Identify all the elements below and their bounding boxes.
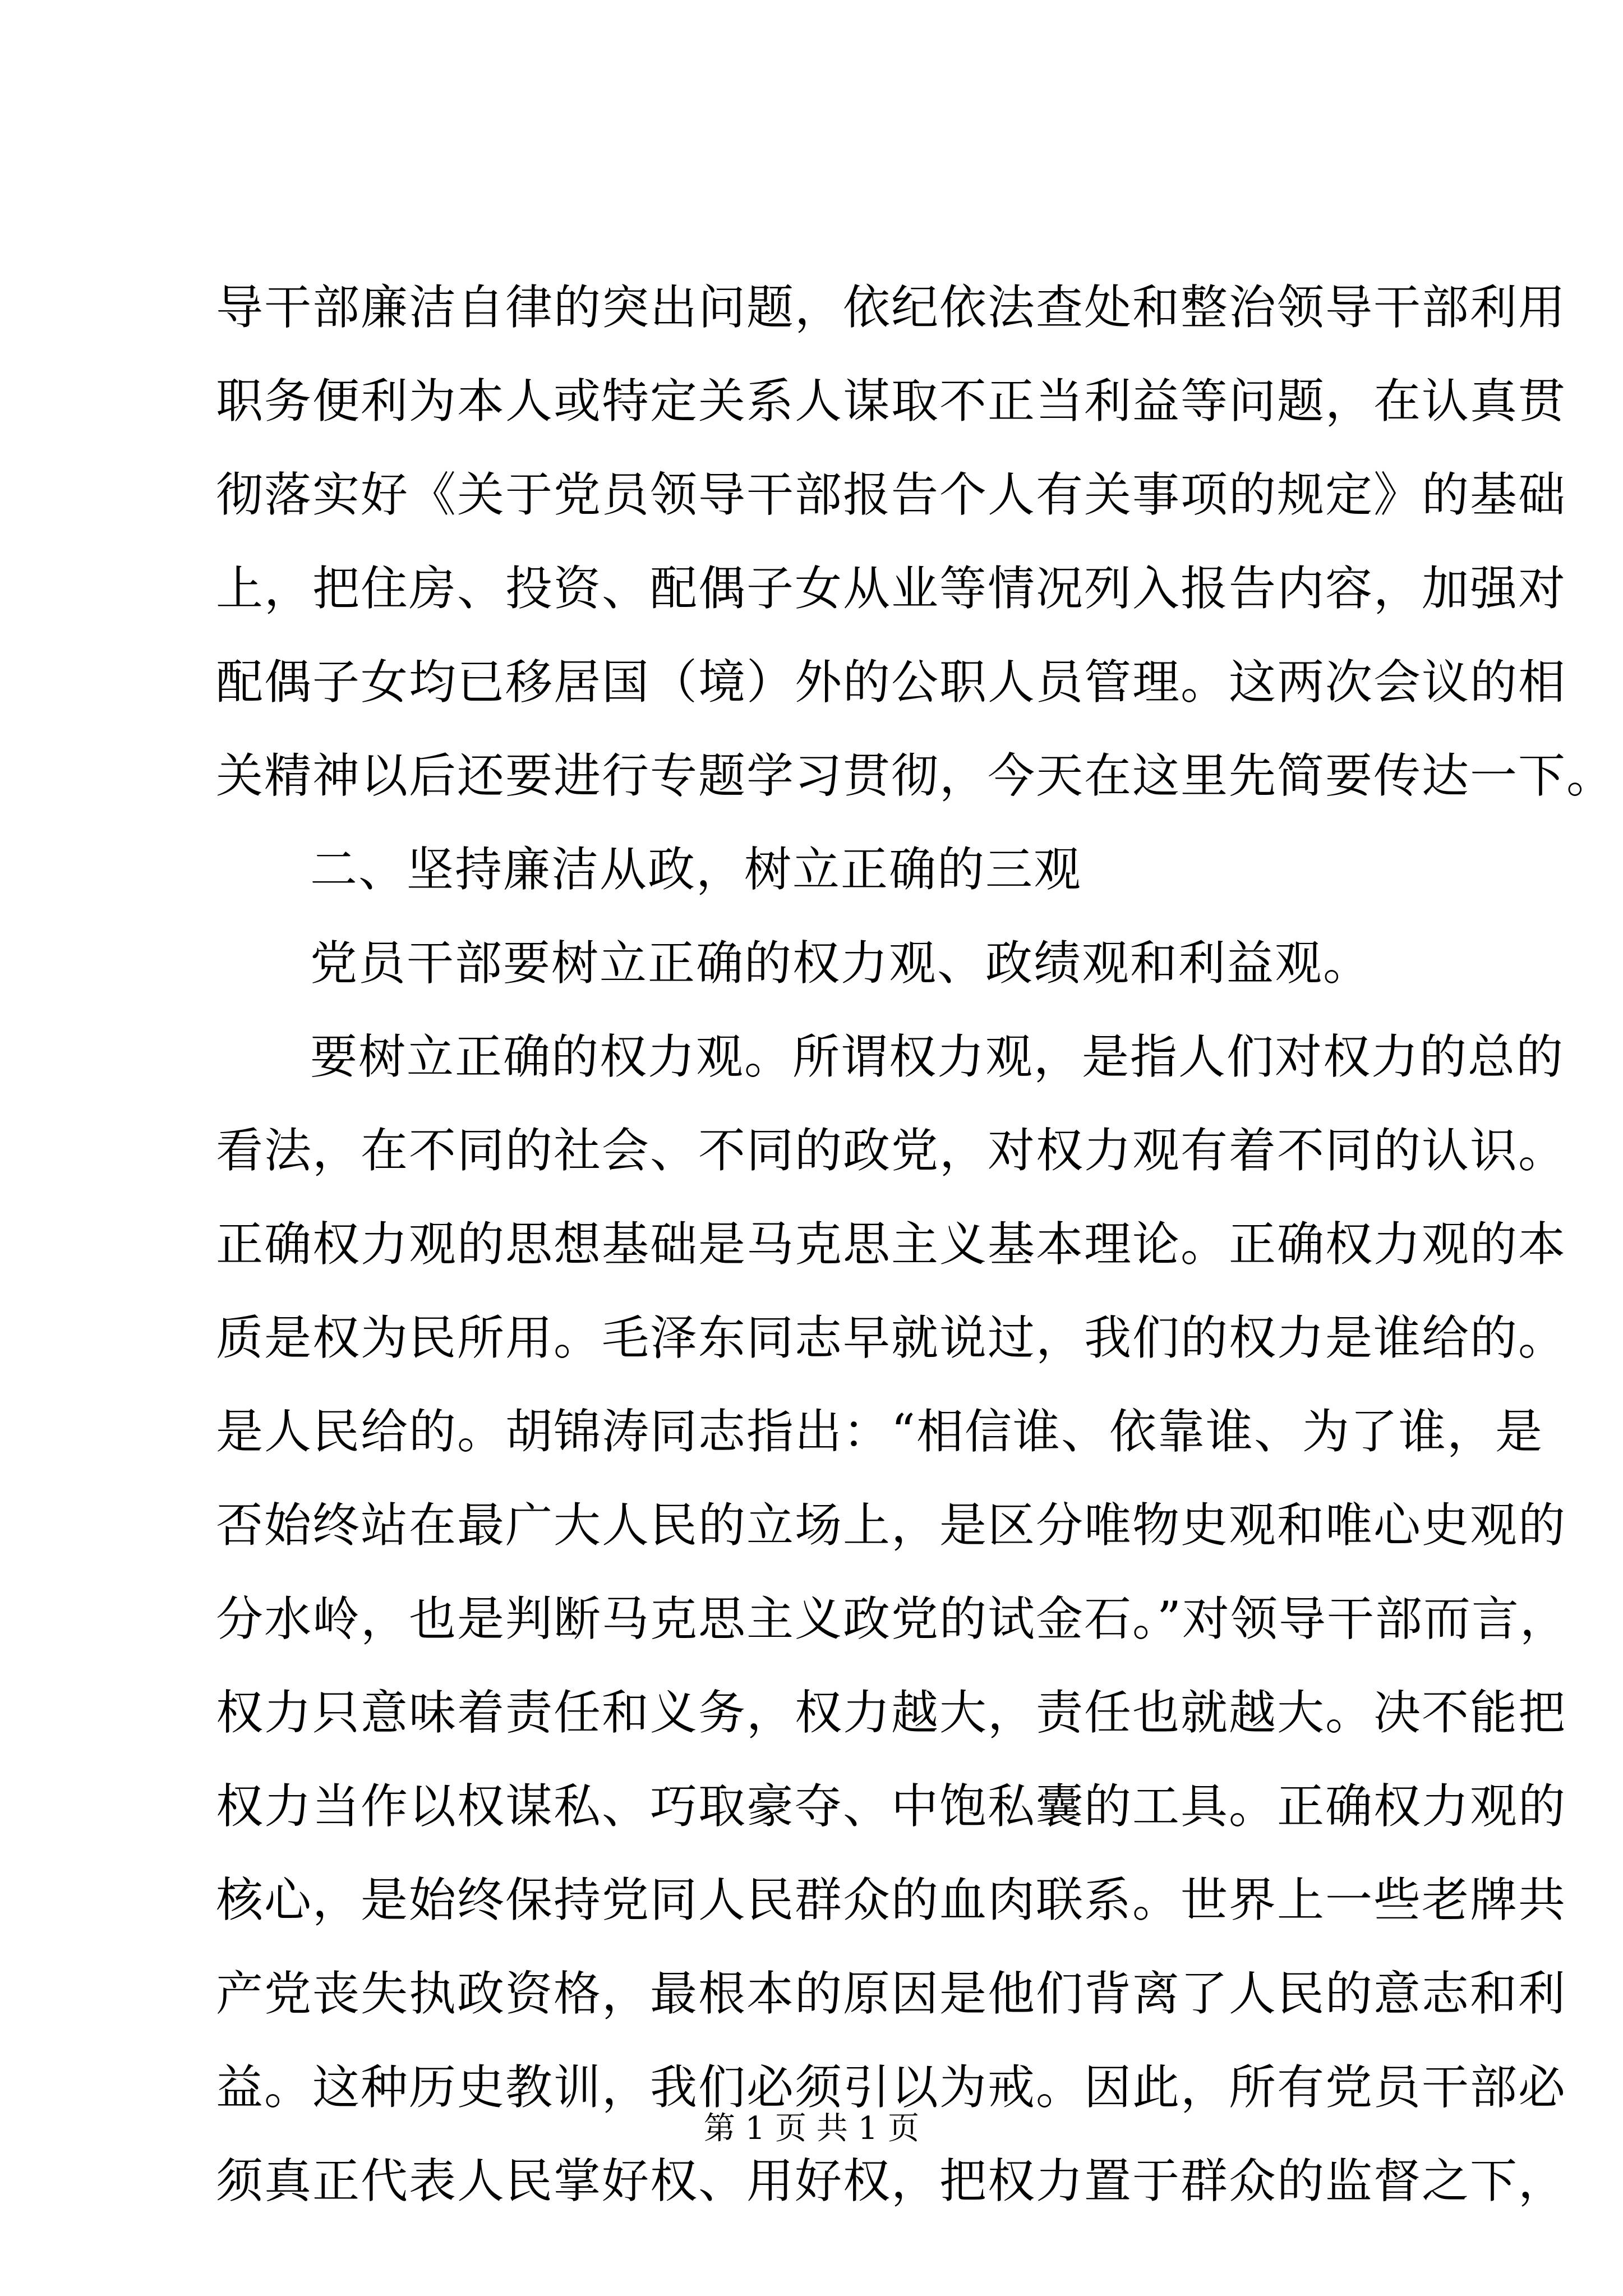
text-line: 彻落实好《关于党员领导干部报告个人有关事项的规定》的基础: [216, 467, 1567, 522]
text-line: 产党丧失执政资格，最根本的原因是他们背离了人民的意志和利: [216, 1966, 1567, 2021]
text-line: 党员干部要树立正确的权力观、政绩观和利益观。: [310, 936, 1372, 991]
text-line: 是人民给的。胡锦涛同志指出：“相信谁、依靠谁、为了谁，是: [216, 1404, 1543, 1459]
text-line: 否始终站在最广大人民的立场上，是区分唯物史观和唯心史观的: [216, 1498, 1567, 1553]
text-line: 核心，是始终保持党同人民群众的血肉联系。世界上一些老牌共: [216, 1872, 1567, 1927]
text-line: 须真正代表人民掌好权、用好权，把权力置于群众的监督之下，: [216, 2154, 1567, 2208]
document-body: [216, 261, 1615, 2228]
text-line: 职务便利为本人或特定关系人谋取不正当利益等问题，在认真贯: [216, 374, 1567, 429]
text-line: 关精神以后还要进行专题学习贯彻，今天在这里先简要传达一下。: [216, 748, 1615, 803]
text-line: 分水岭，也是判断马克思主义政党的试金石。”对领导干部而言，: [216, 1591, 1568, 1646]
text-line: 看法，在不同的社会、不同的政党，对权力观有着不同的认识。: [216, 1123, 1567, 1178]
text-line: 权力只意味着责任和义务，权力越大，责任也就越大。决不能把: [216, 1685, 1567, 1740]
section-heading: 二、坚持廉洁从政，树立正确的三观: [310, 842, 1082, 897]
text-line: 上，把住房、投资、配偶子女从业等情况列入报告内容，加强对: [216, 561, 1567, 616]
text-line: 益。这种历史教训，我们必须引以为戒。因此，所有党员干部必: [216, 2060, 1567, 2115]
text-line: 配偶子女均已移居国（境）外的公职人员管理。这两次会议的相: [216, 655, 1567, 710]
text-line: 导干部廉洁自律的突出问题，依纪依法查处和整治领导干部利用: [216, 280, 1567, 335]
text-line: 权力当作以权谋私、巧取豪夺、中饱私囊的工具。正确权力观的: [216, 1779, 1567, 1834]
paragraph-first-line: 要树立正确的权力观。所谓权力观，是指人们对权力的总的: [310, 1029, 1565, 1084]
text-line: 正确权力观的思想基础是马克思主义基本理论。正确权力观的本: [216, 1217, 1567, 1272]
text-line: 质是权为民所用。毛泽东同志早就说过，我们的权力是谁给的。: [216, 1310, 1567, 1365]
page-footer: 第 1 页 共 1 页: [703, 2110, 920, 2147]
